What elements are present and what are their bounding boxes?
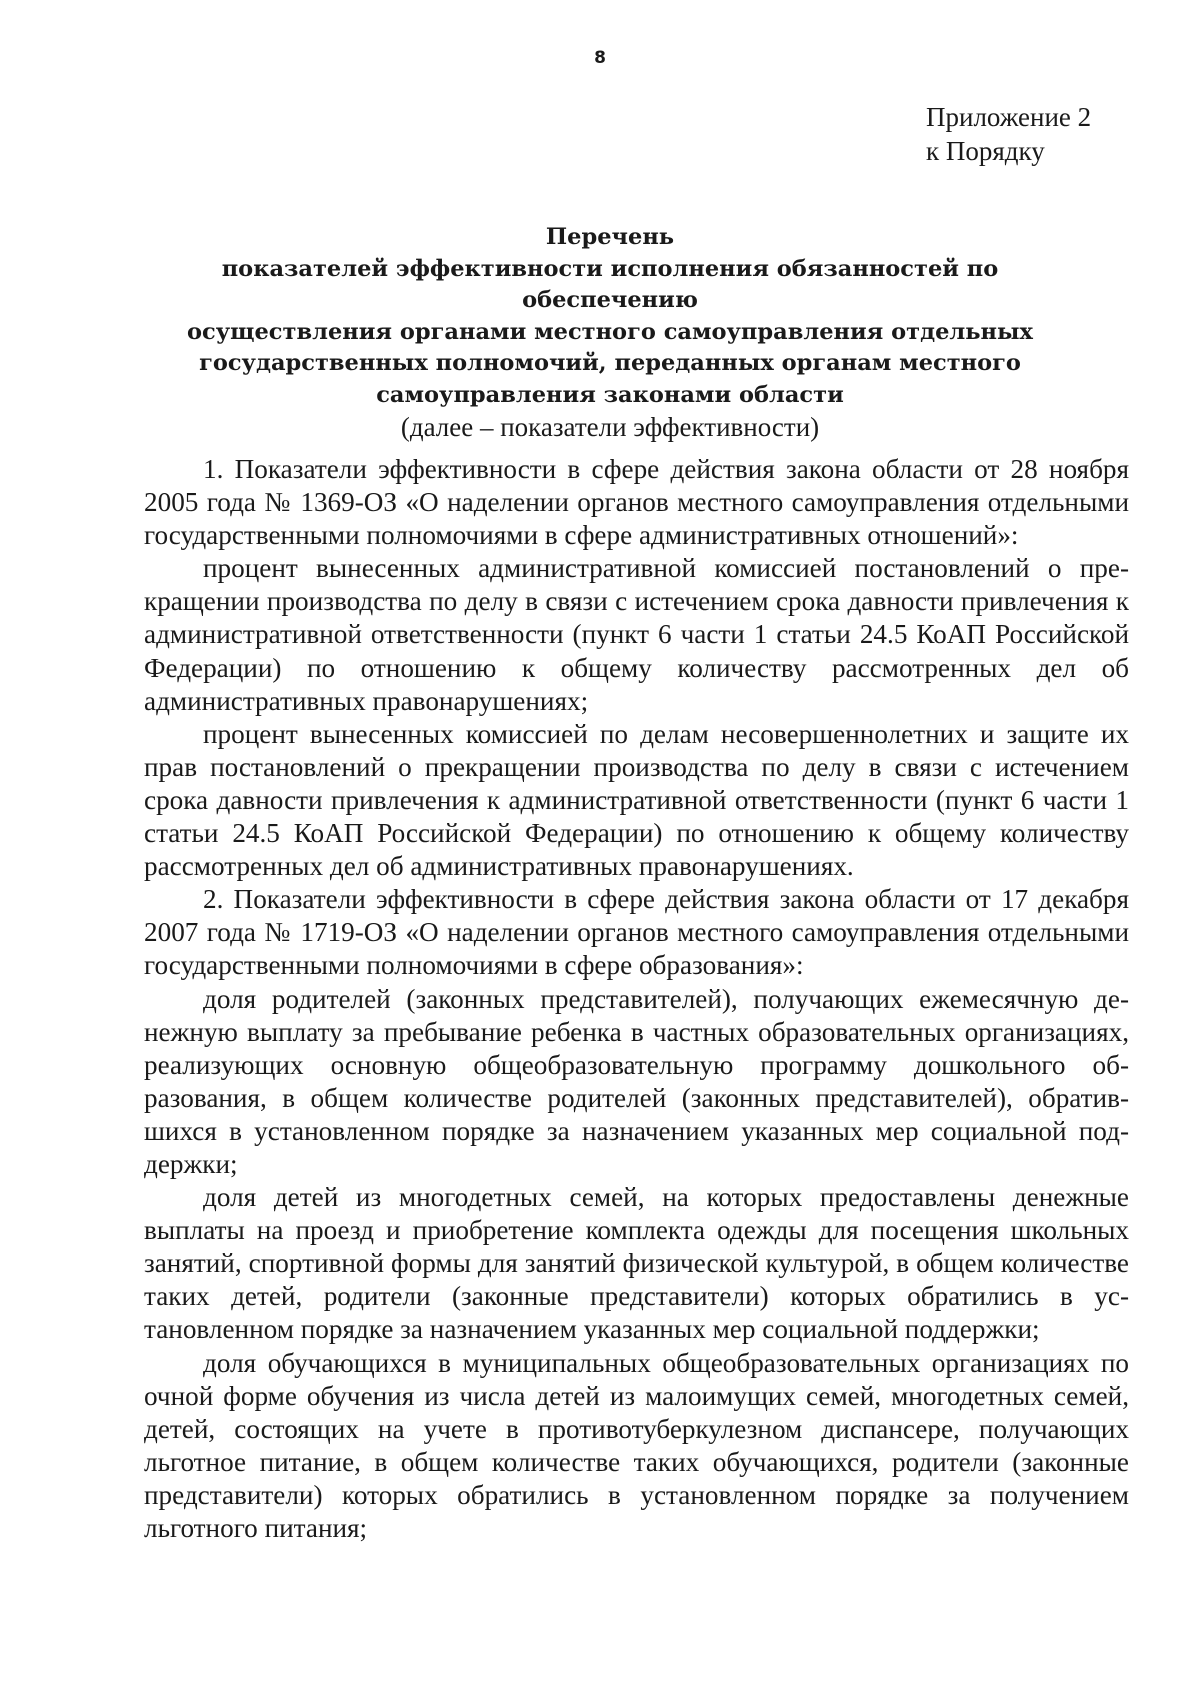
document-body — [144, 453, 1129, 1545]
title-line-4: самоуправления законами области — [376, 381, 844, 408]
title-heading: Перечень — [545, 224, 675, 250]
appendix-reference — [926, 100, 1091, 168]
paragraph-indicator: процент вынесенных административной комиссией постановлений о прекращении производства по делу в связи с истечением срока давности привлечения к административной ответственности (пункт 6 части 1 статьи 24.5 КоАП Российской Федерации) по отношению к общему количеству рассмотренных дел об административных правонарушениях; — [144, 553, 1129, 716]
paragraph-section-2: 2. Показатели эффективности в сфере действия закона области от 17 декабря 2007 года № 1719-ОЗ «О наделении органов местного самоуправления отдельными государственными полномочиями в сфере образования»: — [144, 884, 1129, 981]
document-title — [150, 222, 1070, 443]
title-line-2: осуществления органами местного самоуправления отдельных — [187, 318, 1033, 345]
title-line-3: государственных полномочий, переданных органам местного — [199, 350, 1021, 376]
paragraph-indicator: доля детей из многодетных семей, на которых предоставлены денежные выплаты на проезд и приобретение комплекта одежды для посещения школьных занятий, спортивной формы для занятий физической культурой, в общем количестве таких детей, родители (законные представители) которых обратились в установленном порядке за назначением указанных мер социальной поддержки; — [144, 1182, 1129, 1345]
title-line-1: показателей эффективности исполнения обязанностей по обеспечению — [221, 255, 999, 313]
paragraph-indicator: процент вынесенных комиссией по делам несовершеннолетних и защите их прав постановлений о прекращении производства по делу в связи с истечением срока давности привлечения к административной ответственности (пункт 6 части 1 статьи 24.5 КоАП Российской Федерации) по отношению к общему количеству рассмотренных дел об административных правонарушениях. — [144, 718, 1129, 882]
paragraph-indicator: доля обучающихся в муниципальных общеобразовательных организациях по очной форме обучения из числа детей из малоимущих семей, многодетных семей, детей, состоящих на учете в противотуберкулезном диспансере, получающих льготное питание, в общем количестве таких обучающихся, родители (законные представители) которых обратились в установленном порядке за получением льготного питания; — [144, 1347, 1129, 1543]
appendix-line-1: Приложение 2 — [926, 102, 1092, 132]
page-number: 8 — [594, 48, 606, 68]
paragraph-section-1: 1. Показатели эффективности в сфере действия закона области от 28 ноября 2005 года № 1369-ОЗ «О наделении органов местного самоуправления отдельными государственными полномочиями в сфере административных отношений»: — [144, 454, 1129, 551]
appendix-line-2: к Порядку — [926, 136, 1045, 166]
paragraph-indicator: доля родителей (законных представителей), получающих ежемесячную денежную выплату за пребывание ребенка в частных образовательных организациях, реализующих основную общеобразовательную программу дошкольного образования, в общем количестве родителей (законных представителей), обратившихся в установленном порядке за назначением указанных мер социальной поддержки; — [144, 983, 1129, 1179]
title-subtitle: (далее – показатели эффективности) — [400, 412, 820, 442]
